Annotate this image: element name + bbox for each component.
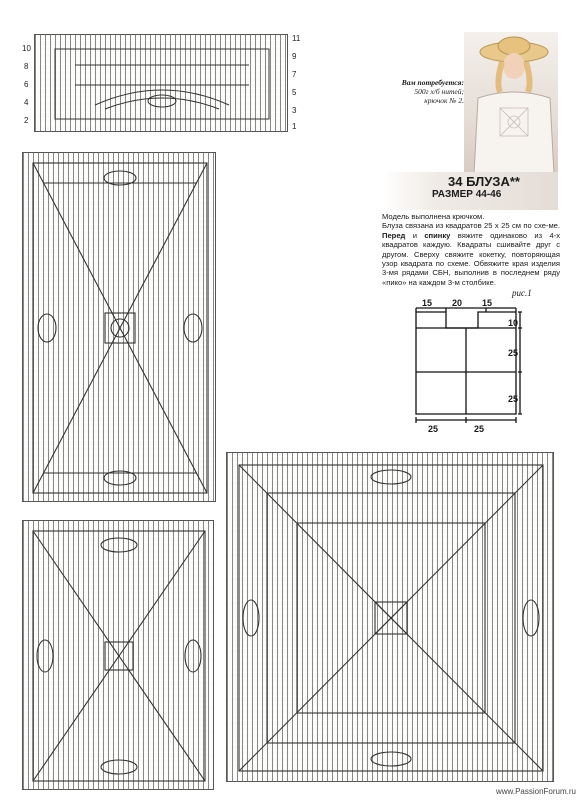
- square-chart-2-motif: [23, 521, 215, 791]
- dim-bottom-left: 25: [428, 424, 439, 434]
- strip-row-3: 3: [292, 106, 297, 115]
- description-back: спинку: [424, 230, 451, 240]
- strip-row-4: 4: [24, 98, 29, 107]
- materials-hook: крючок № 2.: [424, 96, 464, 105]
- strip-row-10: 10: [22, 44, 31, 53]
- dim-right-upper: 25: [508, 348, 519, 358]
- strip-row-9: 9: [292, 52, 297, 61]
- strip-row-6: 6: [24, 80, 29, 89]
- dim-top-right: 15: [482, 298, 493, 308]
- model-photo: [464, 32, 558, 174]
- square-crochet-chart-1: [22, 152, 216, 502]
- size-label: РАЗМЕР 44-46: [432, 189, 502, 200]
- strip-crochet-chart: [34, 34, 288, 132]
- page-title: 34 БЛУЗА**: [448, 174, 520, 189]
- strip-row-5: 5: [292, 88, 297, 97]
- dim-top-left: 15: [422, 298, 433, 308]
- strip-row-2: 2: [24, 116, 29, 125]
- strip-row-8: 8: [24, 62, 29, 71]
- dim-bottom-right: 25: [474, 424, 485, 434]
- square-crochet-chart-2: [22, 520, 214, 790]
- description-front: Перед: [382, 230, 406, 240]
- description-and: и: [405, 230, 425, 240]
- materials-note: [392, 78, 464, 105]
- dim-right-lower: 25: [508, 394, 519, 404]
- strip-row-7: 7: [292, 70, 297, 79]
- figure-label: рис.1: [512, 288, 532, 298]
- site-watermark: www.PassionForum.ru: [495, 787, 576, 796]
- square-crochet-chart-3: [226, 452, 554, 782]
- strip-row-11: 11: [292, 34, 301, 43]
- description-intro: Модель выполнена крючком.: [382, 212, 485, 221]
- model-illustration: [464, 32, 558, 174]
- dim-right-yoke: 10: [508, 318, 519, 328]
- square-chart-1-motif: [23, 153, 217, 503]
- materials-heading: Вам потребуется:: [401, 78, 464, 87]
- pattern-schematic: [406, 300, 526, 428]
- description-text: [382, 212, 560, 287]
- description-part-a: Блуза связана из квадратов 25 х 25 см по схе-ме.: [382, 221, 560, 231]
- description-part-b: вяжите одинаково из 4-х квадратов каждую. Квадраты сшивайте друг с другом. Сверху свяжите кокетку, повторяющая узор квадрата по схеме. Обвяжите края изделия 3-мя рядами СБН, выполнив в последнем ряду «пико» на каждом 3-м столбике.: [382, 230, 560, 287]
- square-chart-3-motif: [227, 453, 555, 783]
- materials-yarn: 500г х/б нитей;: [414, 87, 464, 96]
- dim-top-middle: 20: [452, 298, 463, 308]
- strip-row-1: 1: [292, 122, 297, 131]
- strip-chart-motif: [35, 35, 289, 133]
